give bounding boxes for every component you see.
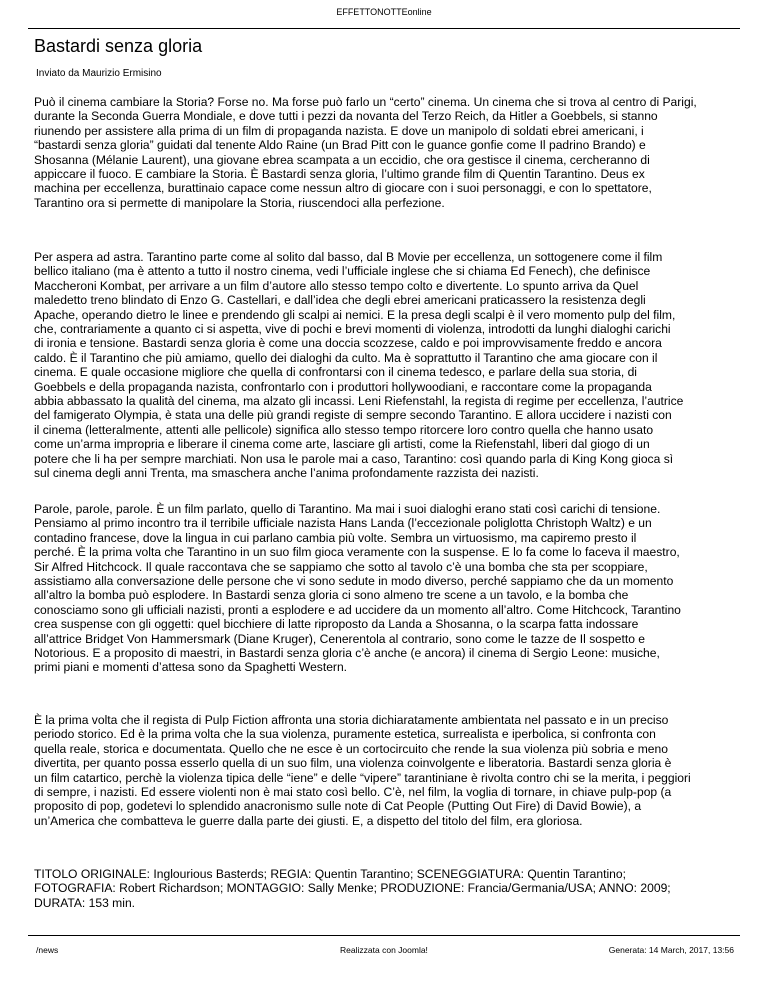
- article-title: Bastardi senza gloria: [34, 36, 203, 56]
- credits-paragraph: TITOLO ORIGINALE: Inglourious Basterds; REGIA: Quentin Tarantino; SCENEGGIATURA: Quentin Tarantino; FOTOGRAFIA: Robert Richardson; MONTAGGIO: Sally Menke; PRODUZIONE: Francia/Germania/USA; ANNO: 2009; DURATA: 153 min.: [34, 867, 671, 910]
- header-divider: [28, 28, 740, 29]
- author-line: Inviato da Maurizio Ermisino: [36, 68, 162, 79]
- article-paragraph-3: Parole, parole, parole. È un film parlato, quello di Tarantino. Ma mai i suoi dialoghi erano stati così carichi di tensione. Pensiamo al primo incontro tra il terribile ufficiale nazista Hans Landa (l’eccezionale poliglotta Christoph Waltz) e un contadino francese, dove la lingua in cui parlano cambia più volte. Sembra un virtuosismo, ma capiremo presto il perché. È la prima volta che Tarantino in un suo film gioca veramente con la suspense. E lo fa come lo faceva il maestro, Sir Alfred Hitchcock. Il quale raccontava che se sappiamo che sotto al tavolo c’è una bomba che sta per scoppiare, assistiamo alla conversazione delle persone che vi sono sedute in modo diverso, perché sappiamo che da un momento all’altro la bomba può esplodere. In Bastardi senza gloria ci sono almeno tre scene a un tavolo, e la bomba che conosciamo sono gli ufficiali nazisti, pronti a esplodere e ad uccidere da un momento all’altro. Come Hitchcock, Tarantino crea suspense con gli oggetti: quel bicchiere di latte riproposto da Landa a Shosanna, o la scarpa fatta indossare all’attrice Bridget Von Hammersmark (Diane Kruger), Cenerentola al contrario, sono come le tazze de Il sospetto e Notorious. E a proposito di maestri, in Bastardi senza gloria c’è anche (e ancora) il cinema di Sergio Leone: musiche, primi piani e momenti d’attesa sono da Spaghetti Western.: [34, 502, 681, 675]
- footer-credit: Realizzata con Joomla!: [340, 945, 428, 955]
- footer-divider: [28, 935, 740, 936]
- site-name: EFFETTONOTTEonline: [336, 7, 432, 17]
- article-paragraph-2: Per aspera ad astra. Tarantino parte come al solito dal basso, dal B Movie per eccellenza, un sottogenere come il film bellico italiano (ma è attento a tutto il nostro cinema, vedi l’ufficiale inglese che si chiama Ed Fenech), che definisce Maccheroni Kombat, per arrivare a un film d’autore allo stesso tempo colto e divertente. Lo spunto arriva da Quel maledetto treno blindato di Enzo G. Castellari, e dall’idea che degli ebrei americani praticassero la resistenza degli Apache, operando dietro le linee e prendendo gli scalpi ai nemici. E la presa degli scalpi è il vero momento pulp del film, che, contrariamente a quanto ci si aspetta, vive di pochi e brevi momenti di violenza, introdotti da lunghi dialoghi carichi di ironia e tensione. Bastardi senza gloria è come una doccia scozzese, caldo e poi improvvisamente freddo e ancora caldo. È il Tarantino che più amiamo, quello dei dialoghi da culto. Ma è soprattutto il Tarantino che ama giocare con il cinema. E quale occasione migliore che quella di confrontarsi con il cinema tedesco, e parlare della sua storia, di Goebbels e della propaganda nazista, confrontarlo con i produttori hollywoodiani, e raccontare come la propaganda abbia abbassato la qualità del cinema, ma alzato gli incassi. Leni Riefenstahl, la regista di regime per eccellenza, l’autrice del famigerato Olympia, è stata una delle più grandi registe di sempre secondo Tarantino. E allora uccidere i nazisti con il cinema (letteralmente, attenti alle pellicole) significa allo stesso tempo ritorcere loro contro quella che hanno usato come un’arma impropria e liberare il cinema come arte, lasciare gli artisti, come la Riefenstahl, liberi dal giogo di un potere che li ha per sempre marchiati. Non usa le parole mai a caso, Tarantino: così quando parla di King Kong gioca sì sul cinema degli anni Trenta, ma smaschera anche l’anima profondamente razzista dei nazisti.: [34, 250, 684, 481]
- article-paragraph-4: È la prima volta che il regista di Pulp Fiction affronta una storia dichiaratamente ambientata nel passato e in un preciso periodo storico. Ed è la prima volta che la sua violenza, puramente estetica, surrealista e iperbolica, si confronta con quella reale, storica e documentata. Quello che ne esce è un cortocircuito che rende la sua violenza più sobria e meno divertita, per quanto possa esserlo quella di un suo film, una violenza coinvolgente e liberatoria. Bastardi senza gloria è un film catartico, perchè la violenza tipica delle “iene” e delle “vipere” tarantiniane è rivolta contro chi se la merita, i peggiori di sempre, i nazisti. Ed essere violenti non è mai stato così bello. C’è, nel film, la voglia di tornare, in chiave pulp-pop (a proposito di pop, godetevi lo splendido anacronismo sulle note di Cat People (Putting Out Fire) di David Bowie), a un’America che combatteva le guerre dalla parte dei giusti. E, a dispetto del titolo del film, era gloriosa.: [34, 713, 691, 828]
- footer-path: /news: [36, 945, 59, 955]
- article-paragraph-1: Può il cinema cambiare la Storia? Forse no. Ma forse può farlo un “certo” cinema. Un cinema che si trova al centro di Parigi, durante la Seconda Guerra Mondiale, e dove tutti i pezzi da novanta del Terzo Reich, da Hitler a Goebbels, si stanno riunendo per assistere alla prima di un film di propaganda nazista. E dove un manipolo di soldati ebrei americani, i “bastardi senza gloria” guidati dal tenente Aldo Raine (un Brad Pitt con le guance gonfie come Il padrino Brando) e Shosanna (Mélanie Laurent), una giovane ebrea scampata a un eccidio, che ora gestisce il cinema, cercheranno di appiccare il fuoco. E cambiare la Storia. È Bastardi senza gloria, l’ultimo grande film di Quentin Tarantino. Deus ex machina per eccellenza, burattinaio capace come nessun altro di giocare con i suoi personaggi, e con lo spettatore, Tarantino ora si permette di manipolare la Storia, riuscendoci alla perfezione.: [34, 95, 697, 210]
- footer-generated-date: Generata: 14 March, 2017, 13:56: [608, 945, 734, 955]
